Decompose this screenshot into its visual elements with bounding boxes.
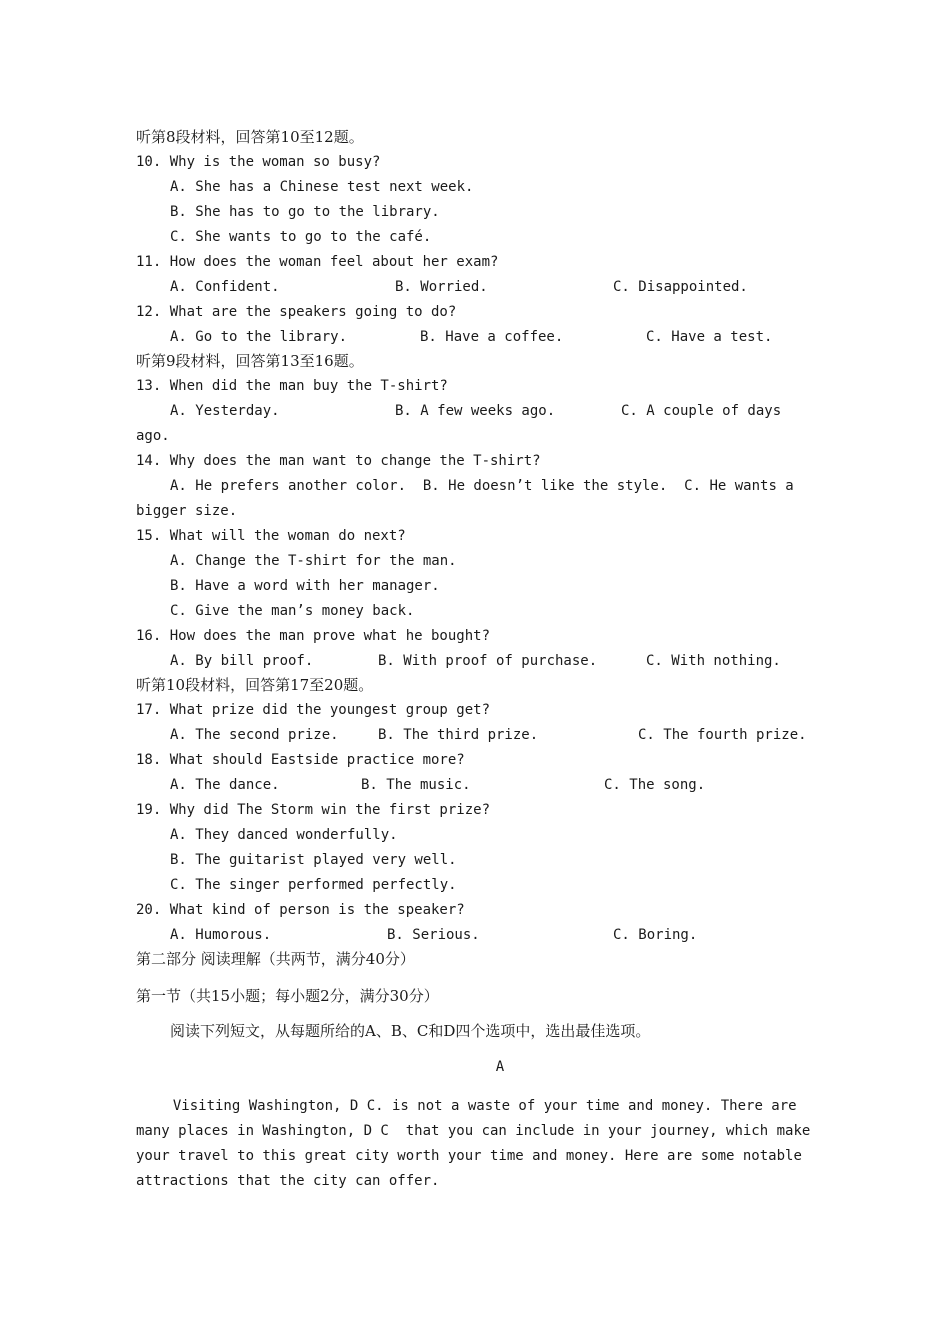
option-11a: A. Confident.	[170, 279, 280, 295]
section-header: 听第9段材料，回答第13至16题。	[136, 352, 364, 370]
option-11b: B. Worried.	[395, 279, 488, 295]
option-15b: B. Have a word with her manager.	[170, 578, 440, 594]
option-19b: B. The guitarist played very well.	[170, 852, 457, 868]
option-13c: C. A couple of days	[621, 403, 782, 419]
option-17c: C. The fourth prize.	[638, 727, 807, 743]
part-title: 第二部分 阅读理解（共两节，满分40分）	[136, 950, 415, 968]
option-18a: A. The dance.	[170, 777, 280, 793]
option-20c: C. Boring.	[613, 927, 698, 943]
option-10c: C. She wants to go to the café.	[170, 229, 432, 245]
question-16: 16. How does the man prove what he bought?	[136, 628, 491, 644]
question-11: 11. How does the woman feel about her exam?	[136, 254, 499, 270]
option-15a: A. Change the T-shirt for the man.	[170, 553, 457, 569]
section-header: 听第10段材料，回答第17至20题。	[136, 676, 374, 694]
option-16c: C. With nothing.	[646, 653, 781, 669]
question-20: 20. What kind of person is the speaker?	[136, 902, 465, 918]
section-header: 听第8段材料，回答第10至12题。	[136, 128, 364, 146]
question-18: 18. What should Eastside practice more?	[136, 752, 465, 768]
question-19: 19. Why did The Storm win the first prize?	[136, 802, 491, 818]
section-title: 第一节（共15小题；每小题2分，满分30分）	[136, 987, 439, 1005]
option-10a: A. She has a Chinese test next week.	[170, 179, 474, 195]
option-13b: B. A few weeks ago.	[395, 403, 556, 419]
option-20b: B. Serious.	[387, 927, 480, 943]
question-15: 15. What will the woman do next?	[136, 528, 406, 544]
option-20a: A. Humorous.	[170, 927, 272, 943]
passage-line-4: attractions that the city can offer.	[136, 1173, 440, 1189]
option-13c-wrap: ago.	[136, 428, 170, 444]
option-12b: B. Have a coffee.	[420, 329, 564, 345]
option-11c: C. Disappointed.	[613, 279, 748, 295]
option-17b: B. The third prize.	[378, 727, 539, 743]
option-15c: C. Give the man’s money back.	[170, 603, 415, 619]
option-14c-wrap: bigger size.	[136, 503, 238, 519]
option-13a: A. Yesterday.	[170, 403, 280, 419]
option-19a: A. They danced wonderfully.	[170, 827, 398, 843]
option-17a: A. The second prize.	[170, 727, 339, 743]
option-10b: B. She has to go to the library.	[170, 204, 440, 220]
option-18c: C. The song.	[604, 777, 706, 793]
question-17: 17. What prize did the youngest group get?	[136, 702, 491, 718]
question-10: 10. Why is the woman so busy?	[136, 154, 381, 170]
passage-label: A	[495, 1059, 505, 1075]
passage-line-1: Visiting Washington, D C. is not a waste of your time and money. There are	[156, 1098, 797, 1114]
question-12: 12. What are the speakers going to do?	[136, 304, 457, 320]
option-19c: C. The singer performed perfectly.	[170, 877, 457, 893]
option-12c: C. Have a test.	[646, 329, 773, 345]
question-13: 13. When did the man buy the T-shirt?	[136, 378, 448, 394]
passage-line-2: many places in Washington, D C that you can include in your journey, which make	[136, 1123, 811, 1139]
option-16b: B. With proof of purchase.	[378, 653, 598, 669]
option-16a: A. By bill proof.	[170, 653, 314, 669]
instruction-text: 阅读下列短文，从每题所给的A、B、C和D四个选项中，选出最佳选项。	[170, 1022, 651, 1040]
option-14-line: A. He prefers another color. B. He doesn’t like the style. C. He wants a	[170, 478, 794, 494]
option-12a: A. Go to the library.	[170, 329, 348, 345]
passage-line-3: your travel to this great city worth your time and money. Here are some notable	[136, 1148, 802, 1164]
option-18b: B. The music.	[361, 777, 471, 793]
question-14: 14. Why does the man want to change the T-shirt?	[136, 453, 541, 469]
